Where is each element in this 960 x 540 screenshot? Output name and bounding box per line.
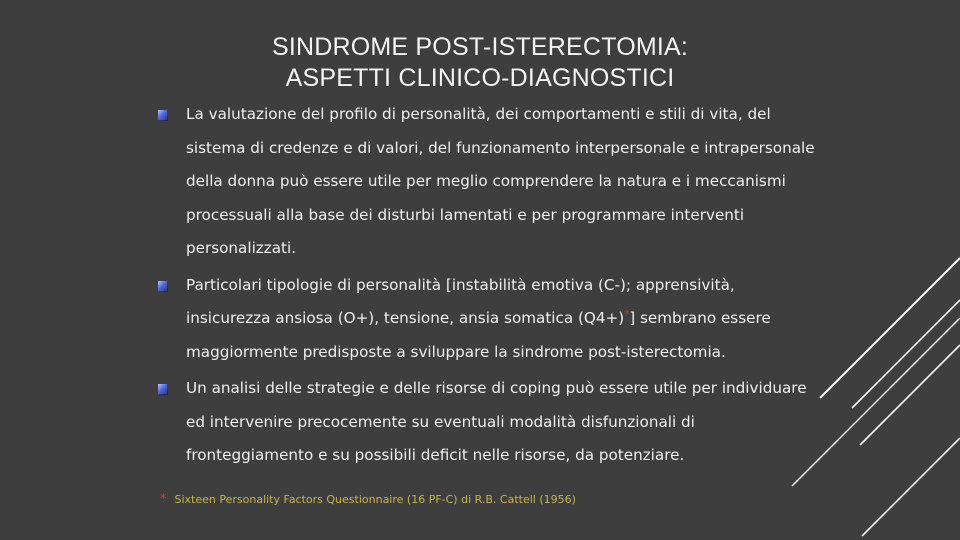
deco-line-2 bbox=[852, 300, 960, 408]
bullet-text-2-after: ] sembrano essere maggiormente predisposte a sviluppare la sindrome post-isterectomia. bbox=[186, 309, 771, 361]
title-line-2: ASPETTI CLINICO-DIAGNOSTICI bbox=[285, 64, 675, 92]
footnote-reference-marker: * bbox=[624, 308, 630, 320]
deco-line-5 bbox=[862, 438, 960, 536]
slide-title bbox=[180, 32, 780, 94]
square-bullet-icon bbox=[158, 110, 168, 121]
title-line-1: SINDROME POST-ISTERECTOMIA: bbox=[271, 33, 689, 61]
footnote-marker: * bbox=[160, 492, 167, 507]
deco-line-1 bbox=[820, 258, 960, 398]
bullet-item-1 bbox=[158, 98, 818, 266]
footnote bbox=[160, 492, 680, 507]
bullet-text-1: La valutazione del profilo di personalità, dei comportamenti e stili di vita, del sistema di credenze e di valori, del funzionamento interpersonale e intrapersonale della donna può essere utile per meglio comprendere la natura e i meccanismi processuali alla base dei disturbi lamentati e per programmare interventi personalizzati. bbox=[186, 105, 815, 257]
square-bullet-icon bbox=[158, 281, 168, 292]
bullet-text-2-before: Particolari tipologie di personalità [instabilità emotiva (C-); apprensività, insicurezza ansiosa (O+), tensione, ansia somatica (Q4+) bbox=[186, 275, 735, 327]
bullet-item-3 bbox=[158, 372, 818, 473]
bullet-list bbox=[158, 98, 818, 476]
deco-line-3 bbox=[860, 345, 960, 445]
bullet-item-2 bbox=[158, 269, 818, 370]
square-bullet-icon bbox=[158, 384, 168, 395]
footnote-text: Sixteen Personality Factors Questionnaire (16 PF-C) di R.B. Cattell (1956) bbox=[174, 493, 576, 506]
bullet-text-3: Un analisi delle strategie e delle risorse di coping può essere utile per individuare ed intervenire precocemente su eventuali modalità disfunzionali di fronteggiamento e su possibili deficit nelle risorse, da potenziare. bbox=[186, 379, 807, 464]
